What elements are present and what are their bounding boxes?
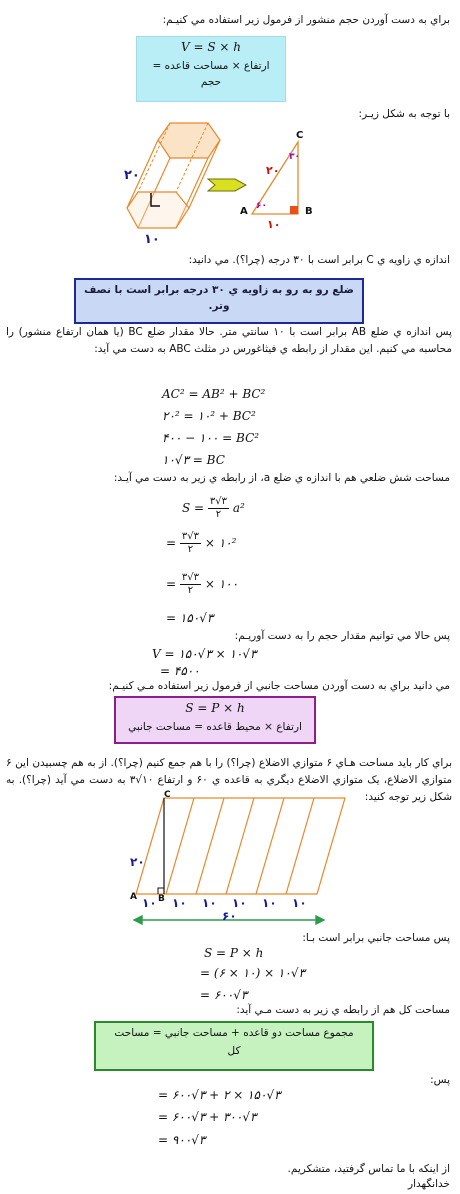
vertex-b: B: [305, 206, 313, 217]
total-box-line-2: كل: [227, 1045, 241, 1057]
angle-c-label: ۳۰: [289, 152, 300, 162]
side-area-paragraph: پس مساحت جانبي برابر است بـا:: [302, 932, 450, 944]
side-ab-label: ۱۰: [267, 218, 281, 231]
so-label: پس:: [430, 1074, 450, 1086]
prism-base-label: ۱۰: [144, 232, 160, 247]
segment-label: ۱۰: [232, 896, 247, 910]
volume-formula-words-2: حجم: [200, 76, 222, 88]
segment-label: ۱۰: [292, 896, 307, 910]
segment-label: ۱۰: [172, 896, 187, 910]
total-area-box: [94, 1021, 374, 1071]
pythagoras-paragraph: پس اندازه ي ضلع AB برابر است با ۱۰ سانتي متر. حالا مقدار ضلع BC (يا همان ارتفاع منشور) را محاسبه مي كنيم. اين مقدار از رابطه ي فيثاغورس در مثلث ABC به دست مي آيد:: [6, 326, 452, 355]
thanks-text: از اينكه با ما تماس گرفتيد، متشكريم.: [287, 1163, 450, 1175]
vertex-a: A: [240, 206, 248, 217]
side-ac-label: ۲۰: [266, 164, 280, 177]
pyth-line-1: AC² = AB² + BC²: [162, 387, 266, 401]
angle-text: اندازه ي زاويه ي C برابر است با ۳۰ درجه (چرا؟). مي دانيد:: [188, 254, 450, 266]
hex-line-1: S = $\frac{۳√۳}{۲}$ a²: [182, 496, 245, 520]
total-paragraph: مساحت كل هم از رابطه ي زير به دست مـي آيد:: [236, 1004, 450, 1016]
side-line-3: = ۶۰۰√۳: [200, 988, 248, 1002]
yellow-arrow-icon: [207, 176, 247, 194]
figure-intro: با توجه به شكل زيـر:: [358, 108, 450, 120]
hex-line-2: = $\frac{۳√۳}{۲}$ × ۱۰²: [166, 531, 237, 555]
hex-line-3: = $\frac{۳√۳}{۲}$ × ۱۰۰: [166, 572, 239, 596]
fig2-vertex-a: A: [130, 892, 137, 902]
hexagon-paragraph: مساحت شش ضلعي هم با اندازه ي ضلع a، از رابطه ي زير به دست مي آيـد:: [113, 472, 450, 484]
total-line-3: = ۹۰۰√۳: [158, 1133, 206, 1147]
lateral-paragraph: مي دانيد براي به دست آوردن مساحت جانبي از فرمول زير استفاده مـي كنيـم:: [108, 680, 450, 692]
volume-formula: V = S × h: [181, 40, 241, 54]
volume-paragraph: پس حالا مي توانيم مقدار حجم را به دست آوريـم:: [234, 630, 450, 642]
volume-formula-box: [136, 36, 286, 102]
prism-height-label: ۲۰: [124, 168, 140, 183]
lateral-formula: S = P × h: [185, 701, 245, 715]
pyth-line-2: ۲۰² = ۱۰² + BC²: [162, 409, 256, 423]
volume-formula-words: ارتفاع × مساحت قاعده =: [152, 60, 270, 72]
theorem-line-1: ضلع رو به رو به زاويه ي ۳۰ درجه برابر است با نصف: [84, 284, 354, 296]
vertex-c: C: [296, 130, 304, 141]
intro-text: براي به دست آوردن حجم منشور از فرمول زير استفاده مي كنيـم:: [162, 14, 450, 26]
segment-label: ۱۰: [262, 896, 277, 910]
fig2-total-label: ۶۰: [222, 909, 237, 923]
signoff-text: خدانگهدار: [408, 1178, 450, 1190]
total-box-line-1: مجموع مساحت دو قاعده + مساحت جانبي = مساحت: [114, 1027, 354, 1039]
angle-a-label: ۶۰: [256, 201, 267, 211]
segment-label: ۱۰: [202, 896, 217, 910]
fig2-vertex-b: B: [158, 894, 165, 904]
fig2-vertex-c: C: [164, 790, 171, 800]
theorem-box: [74, 278, 364, 324]
total-line-2: = ۶۰۰√۳ + ۳۰۰√۳: [158, 1110, 257, 1124]
lateral-formula-words: ارتفاع × محيط قاعده = مساحت جانبي: [128, 721, 302, 733]
pyth-line-3: ۴۰۰ − ۱۰۰ = BC²: [162, 431, 260, 445]
theorem-line-2: وتر.: [208, 300, 230, 312]
pyth-line-4: ۱۰√۳ = BC: [162, 453, 225, 467]
segment-label: ۱۰: [142, 896, 157, 910]
right-angle-marker: [290, 206, 298, 214]
volume-line-1: V = ۱۵۰√۳ × ۱۰√۳: [152, 647, 257, 661]
hex-line-4: = ۱۵۰√۳: [166, 611, 214, 625]
volume-line-2: = ۴۵۰۰: [160, 664, 200, 678]
parallelograms-paragraph: براي كار بايد مساحت هـاي ۶ متوازي الاضلاع (چرا؟) را با هم جمع كنيم (چرا؟). از به هم چسبيدن اين ۶ متوازي الاضلاع، يک متوازي الاضلاع ديگري به قاعده ي ۶۰ و ارتفاع ۱۰√۳ به دست مي آيد (چرا؟). به شكل زير توجه كنيد:: [6, 757, 452, 803]
side-line-1: S = P × h: [204, 946, 264, 960]
lateral-formula-box: [114, 696, 316, 744]
fig2-height-label: ۲۰: [130, 855, 145, 869]
total-line-1: = ۶۰۰√۳ + ۲ × ۱۵۰√۳: [158, 1088, 281, 1102]
side-line-2: = (۶ × ۱۰) × ۱۰√۳: [200, 966, 305, 980]
